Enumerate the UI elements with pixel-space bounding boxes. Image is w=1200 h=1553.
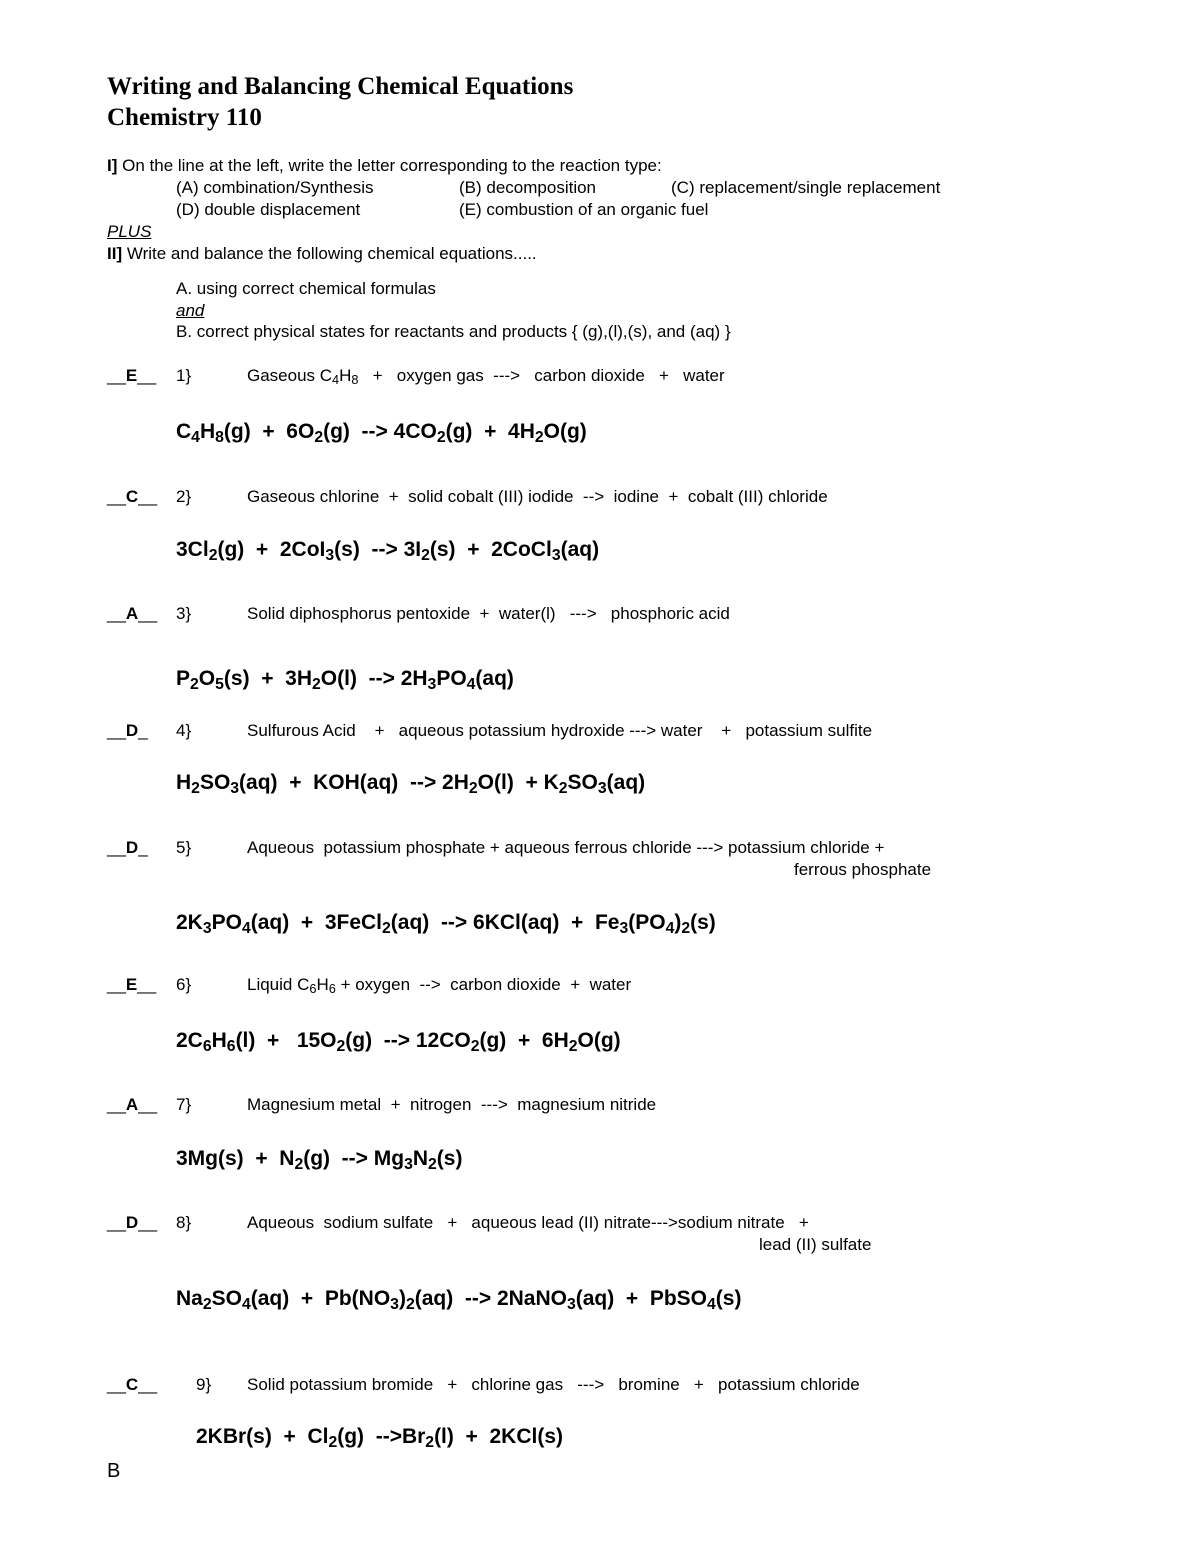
problem-description: Liquid $C_6H_6$ + oxygen --> carbon dioxide + water xyxy=(247,975,632,997)
answer-blank[interactable]: __A__ xyxy=(107,604,158,623)
problem-number: 9} xyxy=(196,1375,212,1394)
problem-description: Solid potassium bromide + chlorine gas ---> bromine + potassium chloride xyxy=(247,1375,860,1394)
problem-description: Sulfurous Acid + aqueous potassium hydroxide ---> water + potassium sulfite xyxy=(247,721,873,740)
problem-description-continued: lead (II) sulfate xyxy=(759,1235,872,1254)
problem-description: Aqueous potassium phosphate + aqueous ferrous chloride ---> potassium chloride + xyxy=(247,838,885,857)
reaction-type-c: (C) replacement/single replacement xyxy=(671,178,941,197)
problem-description: Gaseous chlorine + solid cobalt (III) iodide --> iodine + cobalt (III) chloride xyxy=(247,487,828,506)
balanced-equation: $2K_3PO_4(aq)$ + 3FeCl$_2$(aq) --> $6KCl(aq) + Fe_3(PO_4)_2(s)$ xyxy=(176,911,716,937)
problem-number: 7} xyxy=(176,1095,192,1114)
problem-number: 5} xyxy=(176,838,192,857)
reaction-type-b: (B) decomposition xyxy=(459,178,597,197)
answer-blank[interactable]: __C__ xyxy=(107,487,158,506)
problem-number: 3} xyxy=(176,604,192,623)
page-title: Writing and Balancing Chemical Equations xyxy=(107,73,574,100)
answer-blank[interactable]: __D__ xyxy=(107,1213,158,1232)
problem-number: 4} xyxy=(176,721,192,740)
sub-instruction-b: B. correct physical states for reactants and products { (g),(l),(s), and (aq) } xyxy=(176,322,731,341)
answer-blank[interactable]: __D_ xyxy=(107,838,148,857)
balanced-equation: $Na_2SO_4(aq) + Pb(NO_3)_2(aq)$ --> 2NaNO$_3$(aq) + PbSO$_4$(s) xyxy=(176,1287,742,1313)
part1-prefix: I] xyxy=(107,156,118,175)
and-label: and xyxy=(176,301,205,320)
problem-description: Solid diphosphorus pentoxide + water(l) ---> phosphoric acid xyxy=(247,604,730,623)
problem-number: 6} xyxy=(176,975,192,994)
part1-text: On the line at the left, write the letter corresponding to the reaction type: xyxy=(122,156,662,175)
balanced-equation: $H_2SO_3(aq) + KOH(aq)$ --> $2H_2O(l) + K_2SO_3(aq)$ xyxy=(176,771,646,797)
problem-number: 2} xyxy=(176,487,192,506)
balanced-equation: $3Cl_2(g) + 2CoI_3(s)$ --> $3I_2(s)$ + 2CoCl$_3$(aq) xyxy=(176,538,600,564)
answer-blank[interactable]: __D_ xyxy=(107,721,148,740)
balanced-equation: $C_4H_8(g) + 6O_2(g)$ --> $4CO_2(g) + 4H_2O(g)$ xyxy=(176,420,587,446)
balanced-equation: $3Mg(s) + N_2(g)$ --> $Mg_3N_2(s)$ xyxy=(176,1147,463,1173)
answer-blank[interactable]: __E__ xyxy=(107,366,157,385)
problem-description: Aqueous sodium sulfate + aqueous lead (II) nitrate--->sodium nitrate + xyxy=(247,1213,809,1232)
part2-text: Write and balance the following chemical equations..... xyxy=(126,244,537,263)
answer-blank[interactable]: __E__ xyxy=(107,975,157,994)
answer-blank[interactable]: __C__ xyxy=(107,1375,158,1394)
plus-label: PLUS xyxy=(107,222,152,241)
balanced-equation: $2C_6H_6(l) + 15O_2(g)$ --> $12CO_2(g) + 6H_2O(g)$ xyxy=(176,1029,621,1055)
problem-description: Gaseous $C_4H_8$ + oxygen gas ---> carbon dioxide + water xyxy=(247,366,725,388)
part2-prefix: II] xyxy=(107,244,123,263)
answer-blank[interactable]: __A__ xyxy=(107,1095,158,1114)
problem-description: Magnesium metal + nitrogen ---> magnesium nitride xyxy=(247,1095,657,1114)
reaction-type-d: (D) double displacement xyxy=(176,200,361,219)
part1-instruction xyxy=(107,156,662,176)
reaction-type-e: (E) combustion of an organic fuel xyxy=(459,200,709,219)
balanced-equation: $P_2O_5(s) + 3H_2O(l)$ --> $2H_3PO_4(aq)$ xyxy=(176,667,514,693)
part2-instruction xyxy=(107,244,537,264)
problem-number: 8} xyxy=(176,1213,192,1232)
sub-instruction-a: A. using correct chemical formulas xyxy=(176,279,436,298)
balanced-equation: $2KBr(s) + Cl_2(g) -->Br_2(l) + 2KCl(s)$ xyxy=(196,1425,563,1451)
problem-description-continued: ferrous phosphate xyxy=(794,860,932,879)
reaction-type-a: (A) combination/Synthesis xyxy=(176,178,374,197)
problem-number: 1} xyxy=(176,366,192,385)
course-title: Chemistry 110 xyxy=(107,104,262,131)
footer-letter: B xyxy=(107,1460,121,1482)
